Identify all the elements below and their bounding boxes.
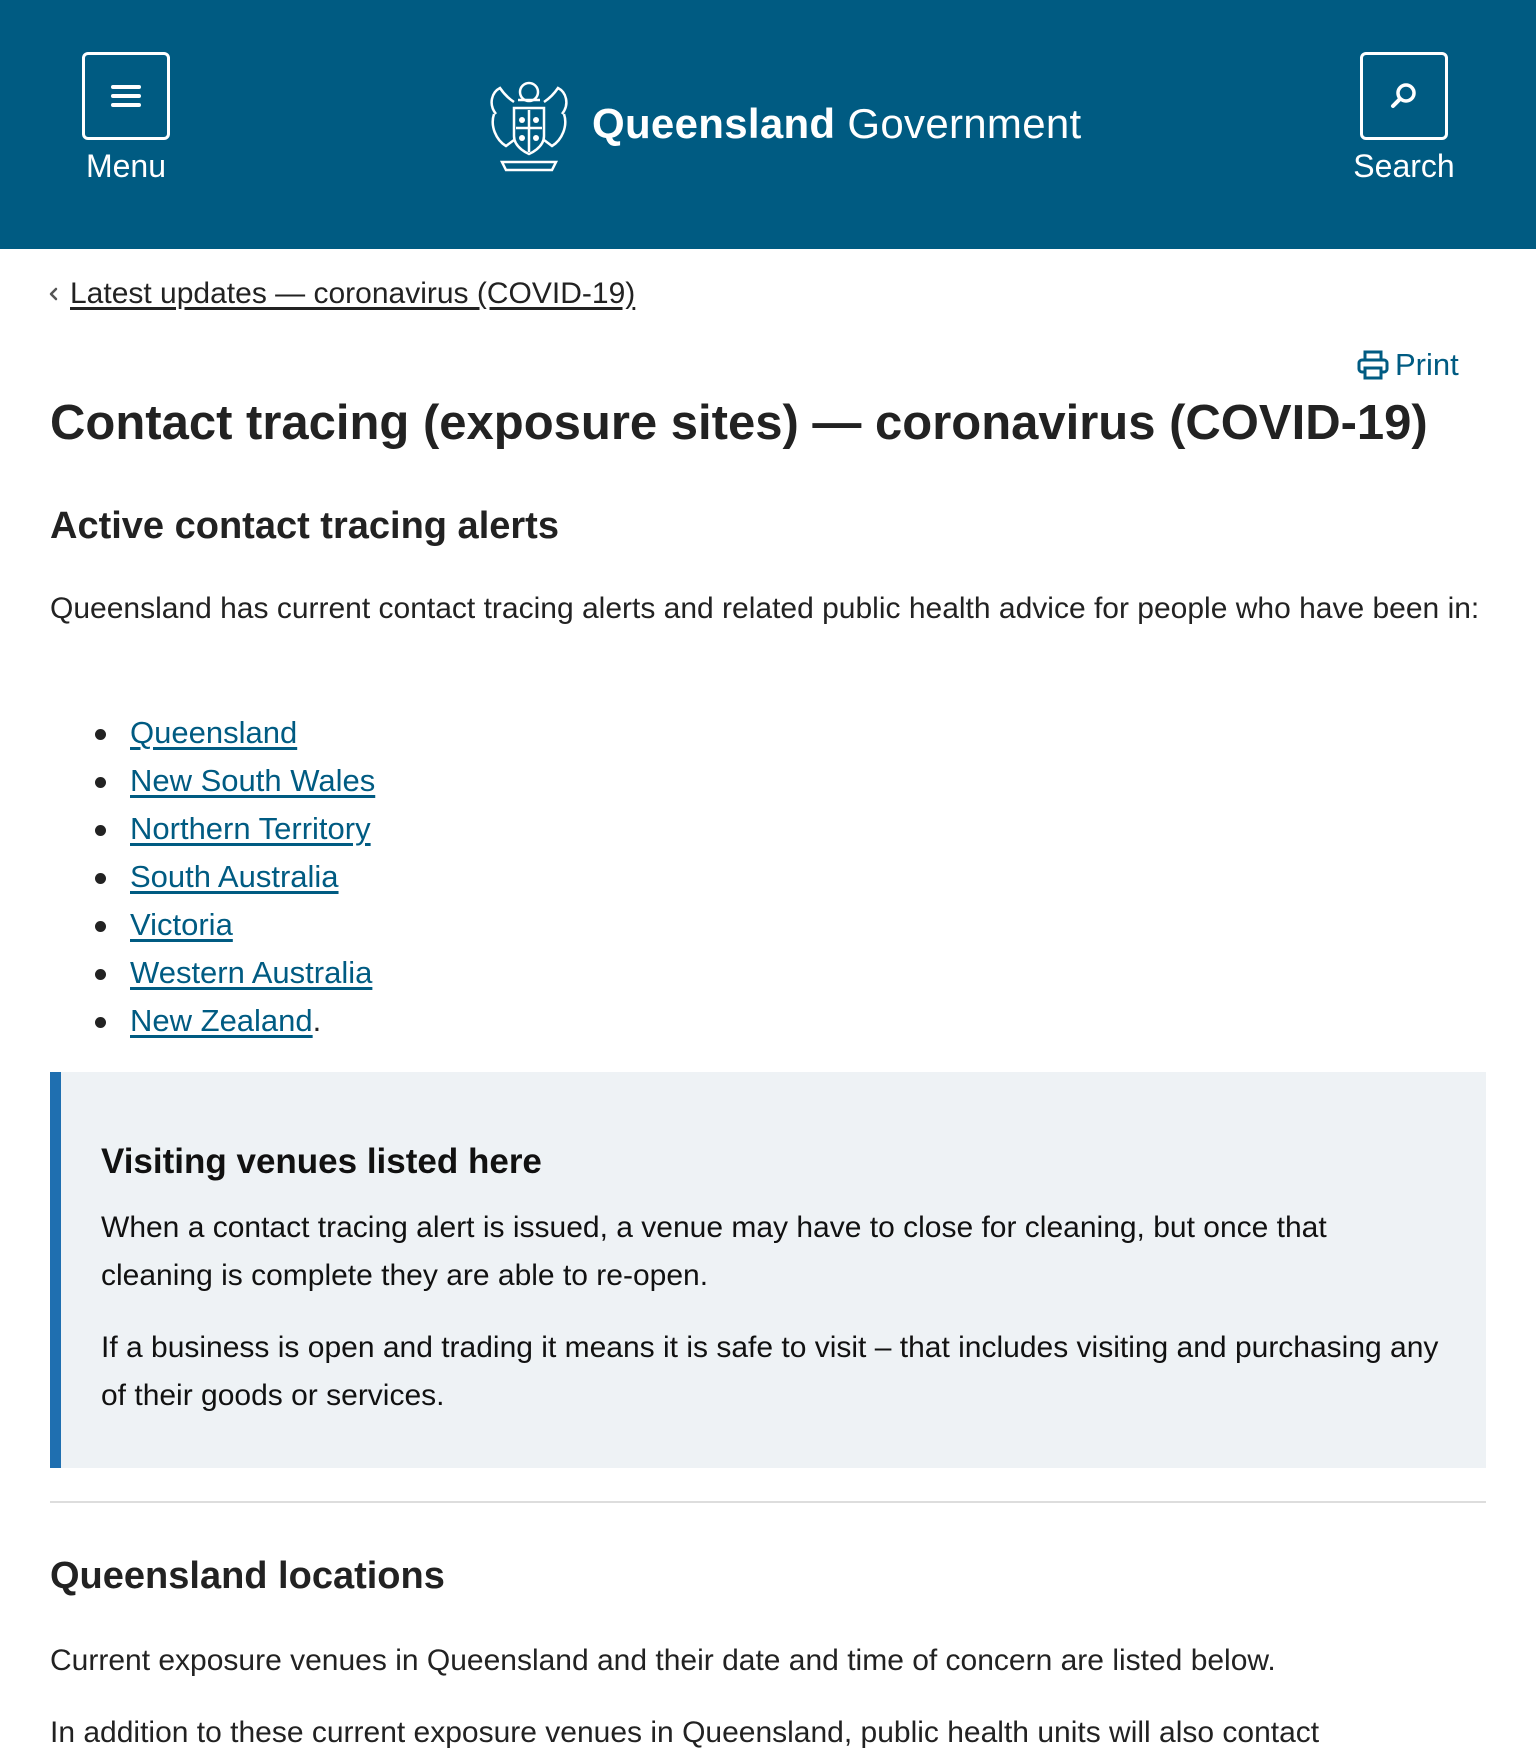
region-link-south-australia[interactable]: South Australia — [130, 859, 339, 894]
queensland-locations-heading: Queensland locations — [50, 1555, 445, 1597]
menu-icon-box[interactable] — [82, 52, 170, 140]
qld-gov-logo[interactable] — [474, 70, 1082, 178]
callout-heading: Visiting venues listed here — [101, 1142, 542, 1181]
list-item — [50, 709, 375, 757]
active-alerts-intro: Queensland has current contact tracing alerts and related public health advice for people who have been in: — [50, 592, 1480, 625]
section-divider — [50, 1501, 1486, 1503]
queensland-locations-paragraph-2: In addition to these current exposure venues in Queensland, public health units will also contact — [50, 1716, 1320, 1749]
site-header — [0, 0, 1536, 249]
visiting-venues-callout — [50, 1072, 1486, 1468]
chevron-left-icon — [44, 284, 64, 304]
list-item — [50, 949, 375, 997]
list-item — [50, 997, 375, 1045]
region-link-northern-territory[interactable]: Northern Territory — [130, 811, 371, 846]
printer-icon — [1357, 350, 1389, 380]
brand-bold: Queensland — [592, 100, 836, 147]
region-link-victoria[interactable]: Victoria — [130, 907, 233, 942]
search-label: Search — [1353, 148, 1455, 184]
coat-of-arms-icon — [474, 70, 584, 178]
search-icon — [1388, 80, 1420, 112]
search-button[interactable] — [1339, 52, 1469, 185]
brand-light: Government — [847, 100, 1082, 147]
region-link-queensland[interactable]: Queensland — [130, 715, 298, 750]
callout-paragraph-1: When a contact tracing alert is issued, a venue may have to close for cleaning, but once that cleaning is complete they are able to re-open. — [101, 1211, 1327, 1292]
region-link-western-australia[interactable]: Western Australia — [130, 955, 373, 990]
list-item — [50, 805, 375, 853]
search-icon-box[interactable] — [1360, 52, 1448, 140]
main-content — [0, 249, 1536, 1757]
region-link-new-zealand[interactable]: New Zealand — [130, 1003, 313, 1038]
list-item — [50, 853, 375, 901]
breadcrumb — [44, 277, 635, 311]
page-title: Contact tracing (exposure sites) — coronavirus (COVID-19) — [50, 396, 1428, 450]
breadcrumb-back-link[interactable]: Latest updates — coronavirus (COVID-19) — [70, 277, 636, 310]
print-label[interactable]: Print — [1395, 347, 1459, 382]
list-item — [50, 901, 375, 949]
queensland-locations-paragraph-1: Current exposure venues in Queensland and their date and time of concern are listed below. — [50, 1644, 1276, 1677]
list-end-period: . — [312, 1003, 322, 1038]
active-alerts-heading: Active contact tracing alerts — [50, 505, 559, 547]
list-item — [50, 757, 375, 805]
callout-paragraph-2: If a business is open and trading it means it is safe to visit – that includes visiting and purchasing any of their goods or services. — [101, 1331, 1439, 1412]
hamburger-icon — [109, 82, 143, 110]
menu-label: Menu — [85, 148, 167, 184]
region-link-new-south-wales[interactable]: New South Wales — [130, 763, 376, 798]
regions-list — [50, 709, 375, 1045]
menu-button[interactable] — [61, 52, 191, 185]
print-button[interactable] — [1357, 347, 1459, 383]
brand-name — [592, 100, 1082, 148]
